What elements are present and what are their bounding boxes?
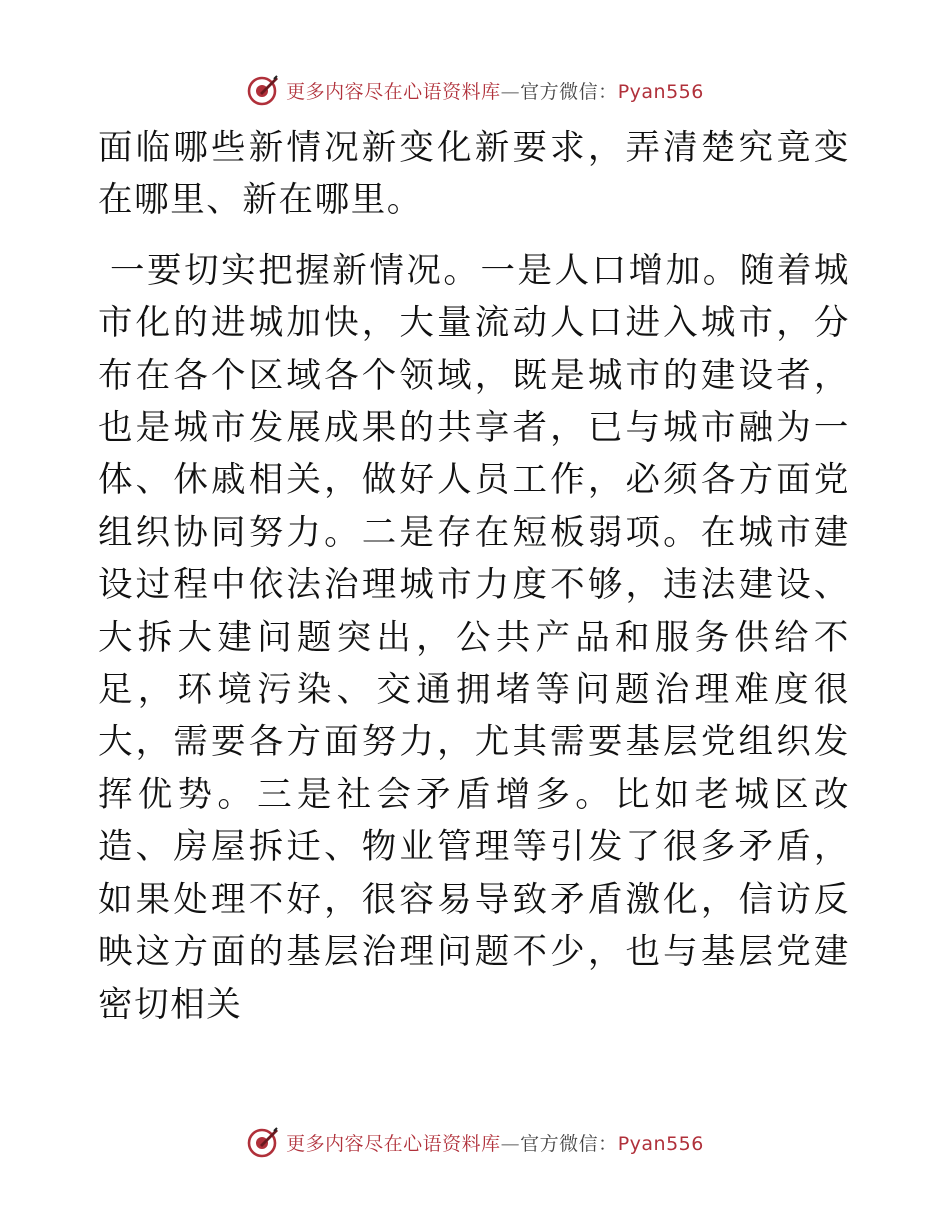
paragraph-2: 一要切实把握新情况。一是人口增加。随着城市化的进城加快，大量流动人口进入城市，分布在各个区域各个领域，既是城市的建设者，也是城市发展成果的共享者，已与城市融为一体、休戚相关，做好人员工作，必须各方面党组织协同努力。二是存在短板弱项。在城市建设过程中依法治理城市力度不够，违法建设、大拆大建问题突出，公共产品和服务供给不足，环境污染、交通拥堵等问题治理难度很大，需要各方面努力，尤其需要基层党组织发挥优势。三是社会矛盾增多。比如老城区改造、房屋拆迁、物业管理等引发了很多矛盾，如果处理不好，很容易导致矛盾激化，信访反映这方面的基层治理问题不少，也与基层党建密切相关	[98, 250, 850, 1025]
ink-pen-circle-icon	[246, 1125, 280, 1159]
header-watermark-text: 更多内容尽在心语资料库—官方微信：Pyan556	[286, 80, 704, 103]
footer-watermark-text: 更多内容尽在心语资料库—官方微信：Pyan556	[286, 1132, 704, 1155]
document-body	[98, 122, 850, 1031]
footer-watermark-banner	[0, 1122, 950, 1162]
header-watermark-banner	[0, 70, 950, 110]
ink-pen-circle-icon	[246, 73, 280, 107]
paragraph-1: 面临哪些新情况新变化新要求，弄清楚究竟变在哪里、新在哪里。	[98, 128, 850, 221]
